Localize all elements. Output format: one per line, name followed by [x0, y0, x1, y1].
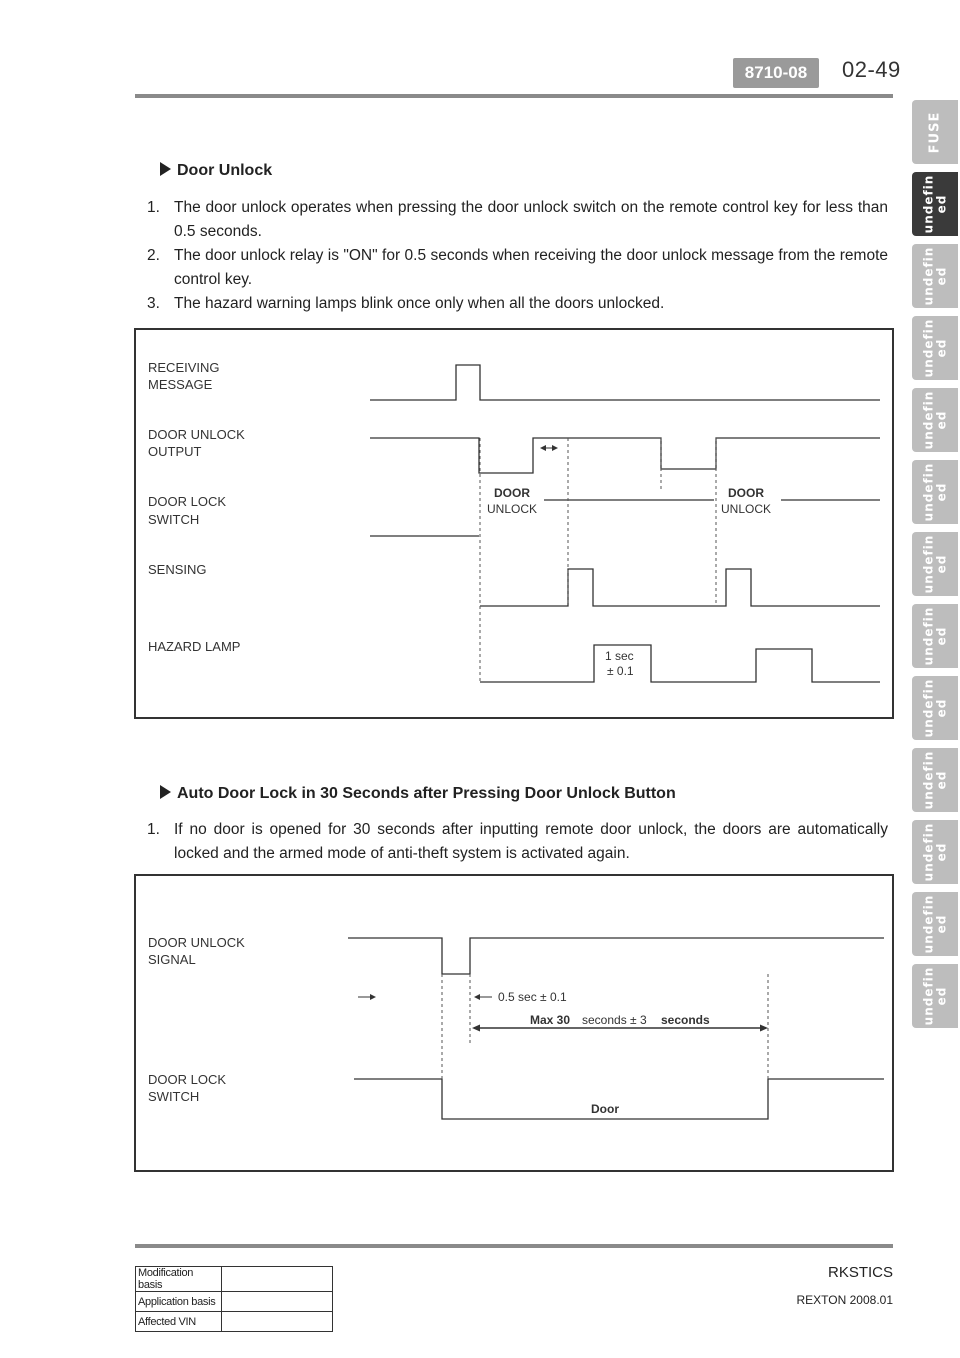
side-tab-label: undefin ed	[921, 174, 949, 234]
step-number: 3.	[147, 295, 160, 312]
signal-label: SENSING	[148, 562, 207, 577]
signal-label: RECEIVING	[148, 360, 220, 375]
side-tab-label: undefin ed	[921, 894, 949, 954]
diagram-note: UNLOCK	[487, 502, 538, 516]
timing-diagram-door-unlock	[134, 328, 894, 719]
diagram-note: DOOR	[728, 486, 764, 500]
section-heading	[160, 785, 676, 803]
arrow-icon	[474, 994, 492, 1000]
header-divider	[135, 94, 893, 98]
table-cell-value	[222, 1267, 333, 1292]
side-tab[interactable]	[912, 244, 958, 308]
brand-name: RKSTICS	[827, 1264, 893, 1281]
step-text: The hazard warning lamps blink once only when all the doors unlocked.	[174, 295, 665, 312]
signal-label: DOOR LOCK	[148, 1072, 227, 1087]
diagram-note: Door	[591, 1102, 619, 1116]
diagram-note: 0.5 sec ± 0.1	[498, 990, 567, 1004]
step-number: 1.	[147, 821, 160, 838]
step-item	[147, 818, 888, 866]
table-row	[136, 1267, 333, 1292]
waveform-hazard-lamp	[480, 645, 880, 682]
side-tab-label: undefin ed	[921, 750, 949, 810]
step-text: The door unlock relay is "ON" for 0.5 seconds when receiving the door unlock message from the remote control key.	[174, 247, 888, 288]
diagram-note: DOOR	[494, 486, 530, 500]
side-tab-label: undefin ed	[921, 462, 949, 522]
table-cell-key: Application basis	[136, 1292, 222, 1312]
table-cell-value	[222, 1292, 333, 1312]
section-code-badge: 8710-08	[733, 58, 819, 88]
side-tab[interactable]	[912, 964, 958, 1028]
triangle-bullet-icon	[160, 785, 171, 799]
side-tab-label: undefin ed	[921, 318, 949, 378]
step-number: 1.	[147, 199, 160, 216]
page-number: 02-49	[842, 57, 901, 82]
side-tab-fuse[interactable]	[912, 100, 958, 164]
side-tab-label: FUSE	[927, 111, 943, 153]
side-tab-label: undefin ed	[921, 966, 949, 1026]
table-row	[136, 1292, 333, 1312]
diagram-note: seconds ± 3	[582, 1013, 647, 1027]
side-tab[interactable]	[912, 820, 958, 884]
signal-label: DOOR UNLOCK	[148, 427, 245, 442]
waveform-door-unlock-signal	[348, 938, 884, 974]
step-number: 2.	[147, 247, 160, 264]
side-tab[interactable]	[912, 892, 958, 956]
side-tab[interactable]	[912, 316, 958, 380]
step-list	[147, 818, 888, 866]
step-list	[147, 196, 888, 316]
table-cell-key: Affected VIN	[136, 1312, 222, 1332]
diagram-note: 1 sec	[605, 649, 634, 663]
signal-label: MESSAGE	[148, 377, 213, 392]
waveform-receiving-message	[370, 365, 880, 400]
signal-label: HAZARD LAMP	[148, 639, 241, 654]
triangle-bullet-icon	[160, 162, 171, 176]
step-item	[147, 196, 888, 244]
section-heading	[160, 162, 272, 180]
table-row	[136, 1312, 333, 1332]
signal-label: SIGNAL	[148, 952, 196, 967]
side-tab-label: undefin ed	[921, 246, 949, 306]
signal-label: DOOR UNLOCK	[148, 935, 245, 950]
side-tab-label: undefin ed	[921, 678, 949, 738]
step-text: The door unlock operates when pressing the door unlock switch on the remote control key for less than 0.5 seconds.	[174, 199, 888, 240]
side-tab[interactable]	[912, 676, 958, 740]
timing-diagram-auto-lock	[134, 874, 894, 1172]
arrow-icon	[358, 994, 376, 1000]
signal-label: OUTPUT	[148, 444, 202, 459]
diagram-note: UNLOCK	[721, 502, 772, 516]
section-heading-text: Door Unlock	[177, 162, 273, 179]
side-tab[interactable]	[912, 532, 958, 596]
revision-info-table	[135, 1266, 333, 1332]
side-tab[interactable]	[912, 604, 958, 668]
timing-diagram-svg	[136, 876, 892, 1170]
waveform-door-unlock-output	[370, 438, 880, 473]
model-year: REXTON 2008.01	[796, 1293, 893, 1307]
section-heading-text: Auto Door Lock in 30 Seconds after Pressing Door Unlock Button	[177, 785, 676, 802]
step-item	[147, 292, 888, 316]
side-tab-label: undefin ed	[921, 534, 949, 594]
diagram-note: seconds	[661, 1013, 710, 1027]
table-cell-key: Modification basis	[136, 1267, 222, 1292]
side-tab-label: undefin ed	[921, 390, 949, 450]
side-tab-label: undefin ed	[921, 822, 949, 882]
signal-label: SWITCH	[148, 512, 200, 527]
footer-divider	[135, 1244, 893, 1248]
side-tab[interactable]	[912, 460, 958, 524]
waveform-sensing	[480, 569, 880, 606]
side-tab-active[interactable]	[912, 172, 958, 236]
signal-label: SWITCH	[148, 1089, 200, 1104]
diagram-note: Max 30	[530, 1013, 571, 1027]
timing-diagram-svg	[136, 330, 892, 717]
waveform-door-lock-switch	[354, 1079, 884, 1119]
step-item	[147, 244, 888, 292]
side-tab[interactable]	[912, 388, 958, 452]
arrow-icon	[540, 445, 558, 451]
signal-label: DOOR LOCK	[148, 494, 227, 509]
step-text: If no door is opened for 30 seconds after inputting remote door unlock, the doors are automatically locked and the armed mode of anti-theft system is activated again.	[174, 821, 888, 862]
side-tab-label: undefin ed	[921, 606, 949, 666]
table-cell-value	[222, 1312, 333, 1332]
side-tab[interactable]	[912, 748, 958, 812]
diagram-note: ± 0.1	[607, 664, 634, 678]
